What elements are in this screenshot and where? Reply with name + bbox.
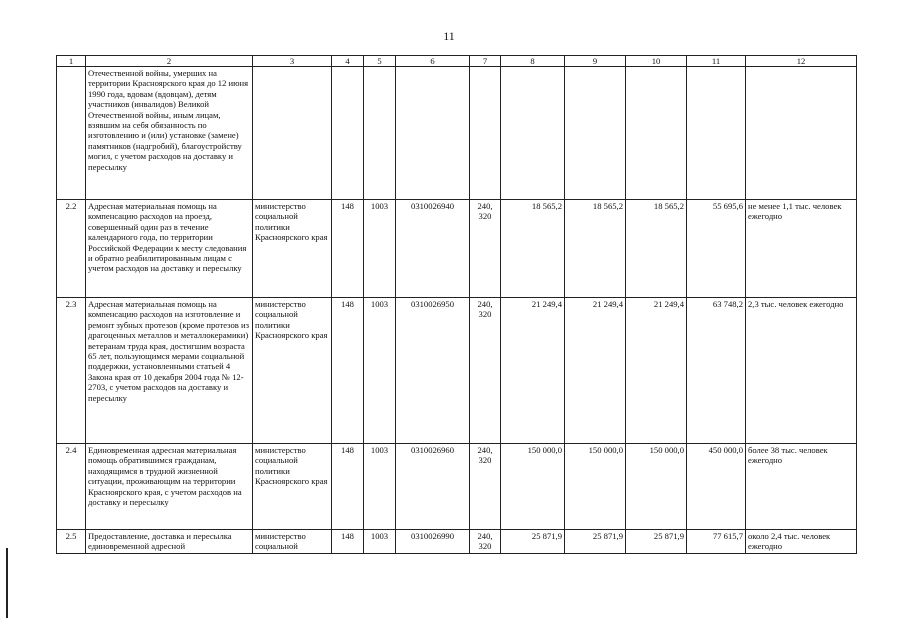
vr-code: 240, 320 xyxy=(470,444,501,530)
column-header: 6 xyxy=(396,56,470,67)
csr-code: 0310026940 xyxy=(396,200,470,298)
activity-name: Отечественной войны, умерших на территории Красноярского края до 12 июня 1990 года, вдовам (вдовцам), детям участников (инвалидов) Великой Отечественной войны, иным лицам, взявшим на себя обязанность по изготовлению и (или) установке (замене) памятников (надгробий), благоустройству могил, с учетом расходов на доставку и пересылку xyxy=(86,67,253,200)
ministry: министерство социальной xyxy=(253,530,332,554)
column-header: 5 xyxy=(364,56,396,67)
row-number: 2.5 xyxy=(57,530,86,554)
table-row xyxy=(57,444,857,530)
column-header: 12 xyxy=(746,56,857,67)
column-header: 9 xyxy=(565,56,626,67)
grbs-code: 148 xyxy=(332,200,364,298)
amount-year-3: 25 871,9 xyxy=(626,530,687,554)
rzpr-code: 1003 xyxy=(364,530,396,554)
amount-year-1: 150 000,0 xyxy=(501,444,565,530)
amount-total: 77 615,7 xyxy=(687,530,746,554)
csr-code: 0310026990 xyxy=(396,530,470,554)
grbs-code: 148 xyxy=(332,298,364,444)
program-table xyxy=(56,55,857,554)
activity-name: Адресная материальная помощь на компенсацию расходов на проезд, совершенный один раз в течение календарного года, по территории Российской Федерации к месту следования и обратно реабилитированным лицам с учетом расходов на доставку и пересылку xyxy=(86,200,253,298)
activity-name: Единовременная адресная материальная помощь обратившимся гражданам, находящимся в трудной жизненной ситуации, проживающим на территории Красноярского края, с учетом расходов на доставку и пересылку xyxy=(86,444,253,530)
amount-total: 63 748,2 xyxy=(687,298,746,444)
expected-result: не менее 1,1 тыс. человек ежегодно xyxy=(746,200,857,298)
vr-code: 240, 320 xyxy=(470,200,501,298)
table-row-continuation xyxy=(57,67,857,200)
column-number-row xyxy=(57,56,857,67)
amount-year-2: 21 249,4 xyxy=(565,298,626,444)
ministry: министерство социальной политики Красноярского края xyxy=(253,298,332,444)
column-header: 2 xyxy=(86,56,253,67)
amount-year-3: 150 000,0 xyxy=(626,444,687,530)
grbs-code: 148 xyxy=(332,444,364,530)
expected-result: более 38 тыс. человек ежегодно xyxy=(746,444,857,530)
expected-result: 2,3 тыс. человек ежегодно xyxy=(746,298,857,444)
page-number: 11 xyxy=(443,29,455,43)
csr-code: 0310026950 xyxy=(396,298,470,444)
rzpr-code: 1003 xyxy=(364,444,396,530)
table-row xyxy=(57,200,857,298)
csr-code: 0310026960 xyxy=(396,444,470,530)
column-header: 11 xyxy=(687,56,746,67)
column-header: 7 xyxy=(470,56,501,67)
amount-year-1: 25 871,9 xyxy=(501,530,565,554)
expected-result: около 2,4 тыс. человек ежегодно xyxy=(746,530,857,554)
amount-year-3: 18 565,2 xyxy=(626,200,687,298)
amount-year-2: 150 000,0 xyxy=(565,444,626,530)
vr-code: 240, 320 xyxy=(470,298,501,444)
activity-name: Адресная материальная помощь на компенсацию расходов на изготовление и ремонт зубных протезов (кроме протезов из драгоценных металлов и металлокерамики) ветеранам труда края, достигшим возраста 65 лет, пользующимся мерами социальной поддержки, установленными статьей 4 Закона края от 10 декабря 2004 года № 12-2703, с учетом расходов на доставку и пересылку xyxy=(86,298,253,444)
column-header: 8 xyxy=(501,56,565,67)
row-number: 2.4 xyxy=(57,444,86,530)
activity-name: Предоставление, доставка и пересылка единовременной адресной xyxy=(86,530,253,554)
table-row xyxy=(57,298,857,444)
column-header: 3 xyxy=(253,56,332,67)
ministry: министерство социальной политики Красноярского края xyxy=(253,200,332,298)
column-header: 1 xyxy=(57,56,86,67)
row-number: 2.3 xyxy=(57,298,86,444)
column-header: 4 xyxy=(332,56,364,67)
amount-year-3: 21 249,4 xyxy=(626,298,687,444)
margin-bar xyxy=(6,548,8,618)
amount-year-1: 18 565,2 xyxy=(501,200,565,298)
amount-year-2: 25 871,9 xyxy=(565,530,626,554)
grbs-code: 148 xyxy=(332,530,364,554)
vr-code: 240, 320 xyxy=(470,530,501,554)
table-row xyxy=(57,530,857,554)
column-header: 10 xyxy=(626,56,687,67)
ministry: министерство социальной политики Красноярского края xyxy=(253,444,332,530)
rzpr-code: 1003 xyxy=(364,298,396,444)
rzpr-code: 1003 xyxy=(364,200,396,298)
amount-total: 55 695,6 xyxy=(687,200,746,298)
row-number: 2.2 xyxy=(57,200,86,298)
amount-year-2: 18 565,2 xyxy=(565,200,626,298)
amount-total: 450 000,0 xyxy=(687,444,746,530)
amount-year-1: 21 249,4 xyxy=(501,298,565,444)
